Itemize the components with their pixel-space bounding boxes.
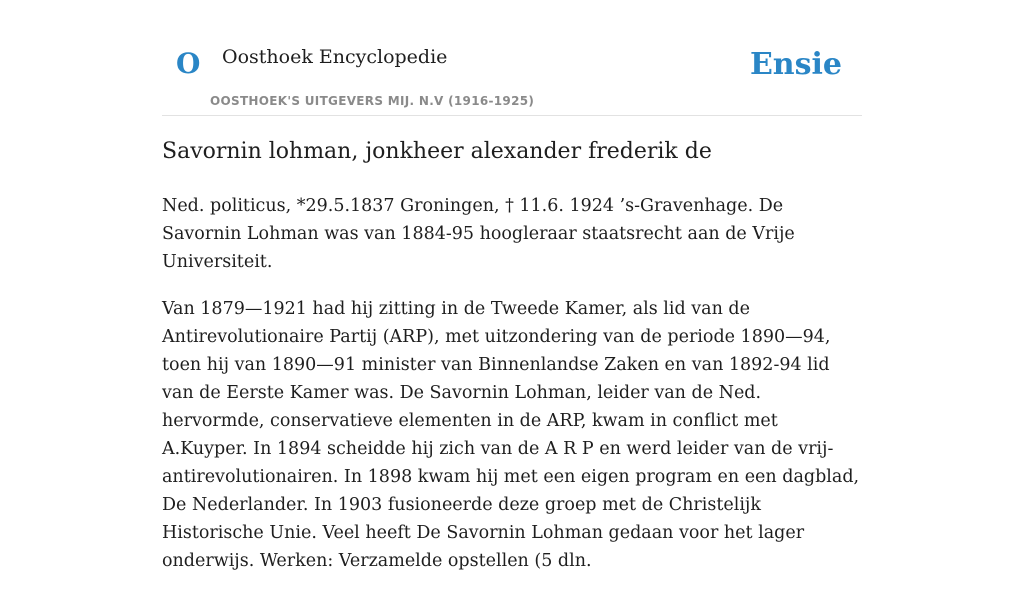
ensie-brand-logo[interactable]: Ensie bbox=[749, 47, 842, 82]
entry-title: Savornin lohman, jonkheer alexander frederik de bbox=[162, 139, 712, 164]
header bbox=[162, 30, 862, 116]
entry-body bbox=[162, 192, 862, 594]
publication-logo[interactable]: O bbox=[176, 47, 201, 80]
entry-paragraph: Van 1879—1921 had hij zitting in de Tweede Kamer, als lid van de Antirevolutionaire Partij (ARP), met uitzondering van de periode 1890—94, toen hij van 1890—91 minister van Binnenlandse Zaken en van 1892-94 lid van de Eerste Kamer was. De Savornin Lohman, leider van de Ned. hervormde, conservatieve elementen in de ARP, kwam in conflict met A.Kuyper. In 1894 scheidde hij zich van de A R P en werd leider van de vrij-antirevolutionairen. In 1898 kwam hij met een eigen program en een dagblad, De Nederlander. In 1903 fusioneerde deze groep met de Christelijk Historische Unie. Veel heeft De Savornin Lohman gedaan voor het lager onderwijs. Werken: Verzamelde opstellen (5 dln. bbox=[162, 299, 860, 571]
publisher-label: OOSTHOEK'S UITGEVERS MIJ. N.V (1916-1925) bbox=[210, 94, 535, 108]
publication-title[interactable]: Oosthoek Encyclopedie bbox=[222, 46, 448, 68]
entry-paragraph: Ned. politicus, *29.5.1837 Groningen, † 11.6. 1924 ’s-Gravenhage. De Savornin Lohman was van 1884-95 hoogleraar staatsrecht aan de Vrije Universiteit. bbox=[162, 196, 795, 272]
